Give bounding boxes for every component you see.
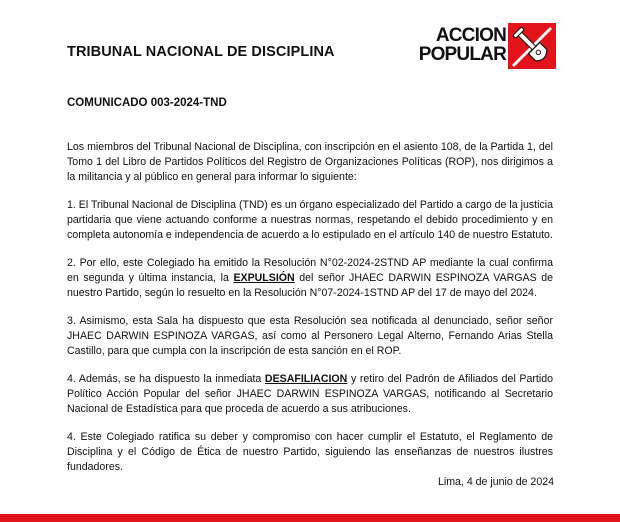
point-1-paragraph: 1. El Tribunal Nacional de Disciplina (TND) es un órgano especializado del Partido a cargo de la justicia partidaria que viene actuando conforme a nuestras normas, respetando el debido procedimiento y en completa autonomía e independencia de acuerdo a lo estipulado en el artículo 140 de nuestro Estatuto.	[67, 199, 553, 241]
expulsion-emphasis: EXPULSIÓN	[233, 272, 295, 284]
point-3-paragraph: 3. Asimismo, esta Sala ha dispuesto que esta Resolución sea notificada al denunciado, señor señor JHAEC DARWIN ESPINOZA VARGAS, así como al Personero Legal Alterno, Fernando Arias Stella Castillo, para que cumpla con la inscripción de esta sanción en el ROP.	[67, 315, 553, 357]
bottom-red-bar	[0, 514, 620, 522]
point-4-text-start: 4. Además, se ha dispuesto la inmediata	[67, 373, 265, 385]
accion-popular-logo	[402, 22, 558, 70]
date-line: Lima, 4 de junio de 2024	[437, 476, 554, 488]
logo-wordmark	[402, 26, 506, 64]
point-2-paragraph	[67, 256, 553, 301]
logo-line-2: POPULAR	[418, 44, 506, 65]
communique-body	[67, 140, 553, 488]
point-4-paragraph	[67, 372, 553, 417]
point-2-text-start: 2. Por ello, este Colegiado ha emitido la Resolución N°02-2024-2STND AP mediante la cual confirma en segunda y última instancia, la	[67, 257, 553, 284]
communique-title: COMUNICADO 003-2024-TND	[67, 97, 227, 109]
point-5-paragraph: 4. Este Colegiado ratifica su deber y compromiso con hacer cumplir el Estatuto, el Reglamento de Disciplina y el Código de Ética de nuestro Partido, siguiendo las enseñanzas de nuestros ilustres fundadores.	[67, 431, 553, 473]
point-2-text-end: del señor JHAEC DARWIN ESPINOZA VARGAS de nuestro Partido, según lo resuelto en la Resolución N°07-2024-1STND AP del 17 de mayo del 2024.	[67, 272, 553, 299]
desafiliacion-emphasis: DESAFILIACION	[264, 373, 348, 385]
point-4-text-end: y retiro del Padrón de Afiliados del Partido Político Acción Popular del señor JHAEC DARWIN ESPINOZA VARGAS, notificando al Secretario Nacional de Estadística para que proceda de acuerdo a sus atribuciones.	[67, 373, 553, 415]
shovel-emblem-icon	[508, 23, 556, 69]
tribunal-heading: TRIBUNAL NACIONAL DE DISCIPLINA	[67, 44, 335, 60]
logo-line-1: ACCION	[435, 25, 506, 46]
intro-paragraph: Los miembros del Tribunal Nacional de Disciplina, con inscripción en el asiento 108, de la Partida 1, del Tomo 1 del Libro de Partidos Políticos del Registro de Organizaciones Políticas (ROP), nos dirigimos a la militancia y al público en general para informar lo siguiente:	[67, 141, 553, 183]
